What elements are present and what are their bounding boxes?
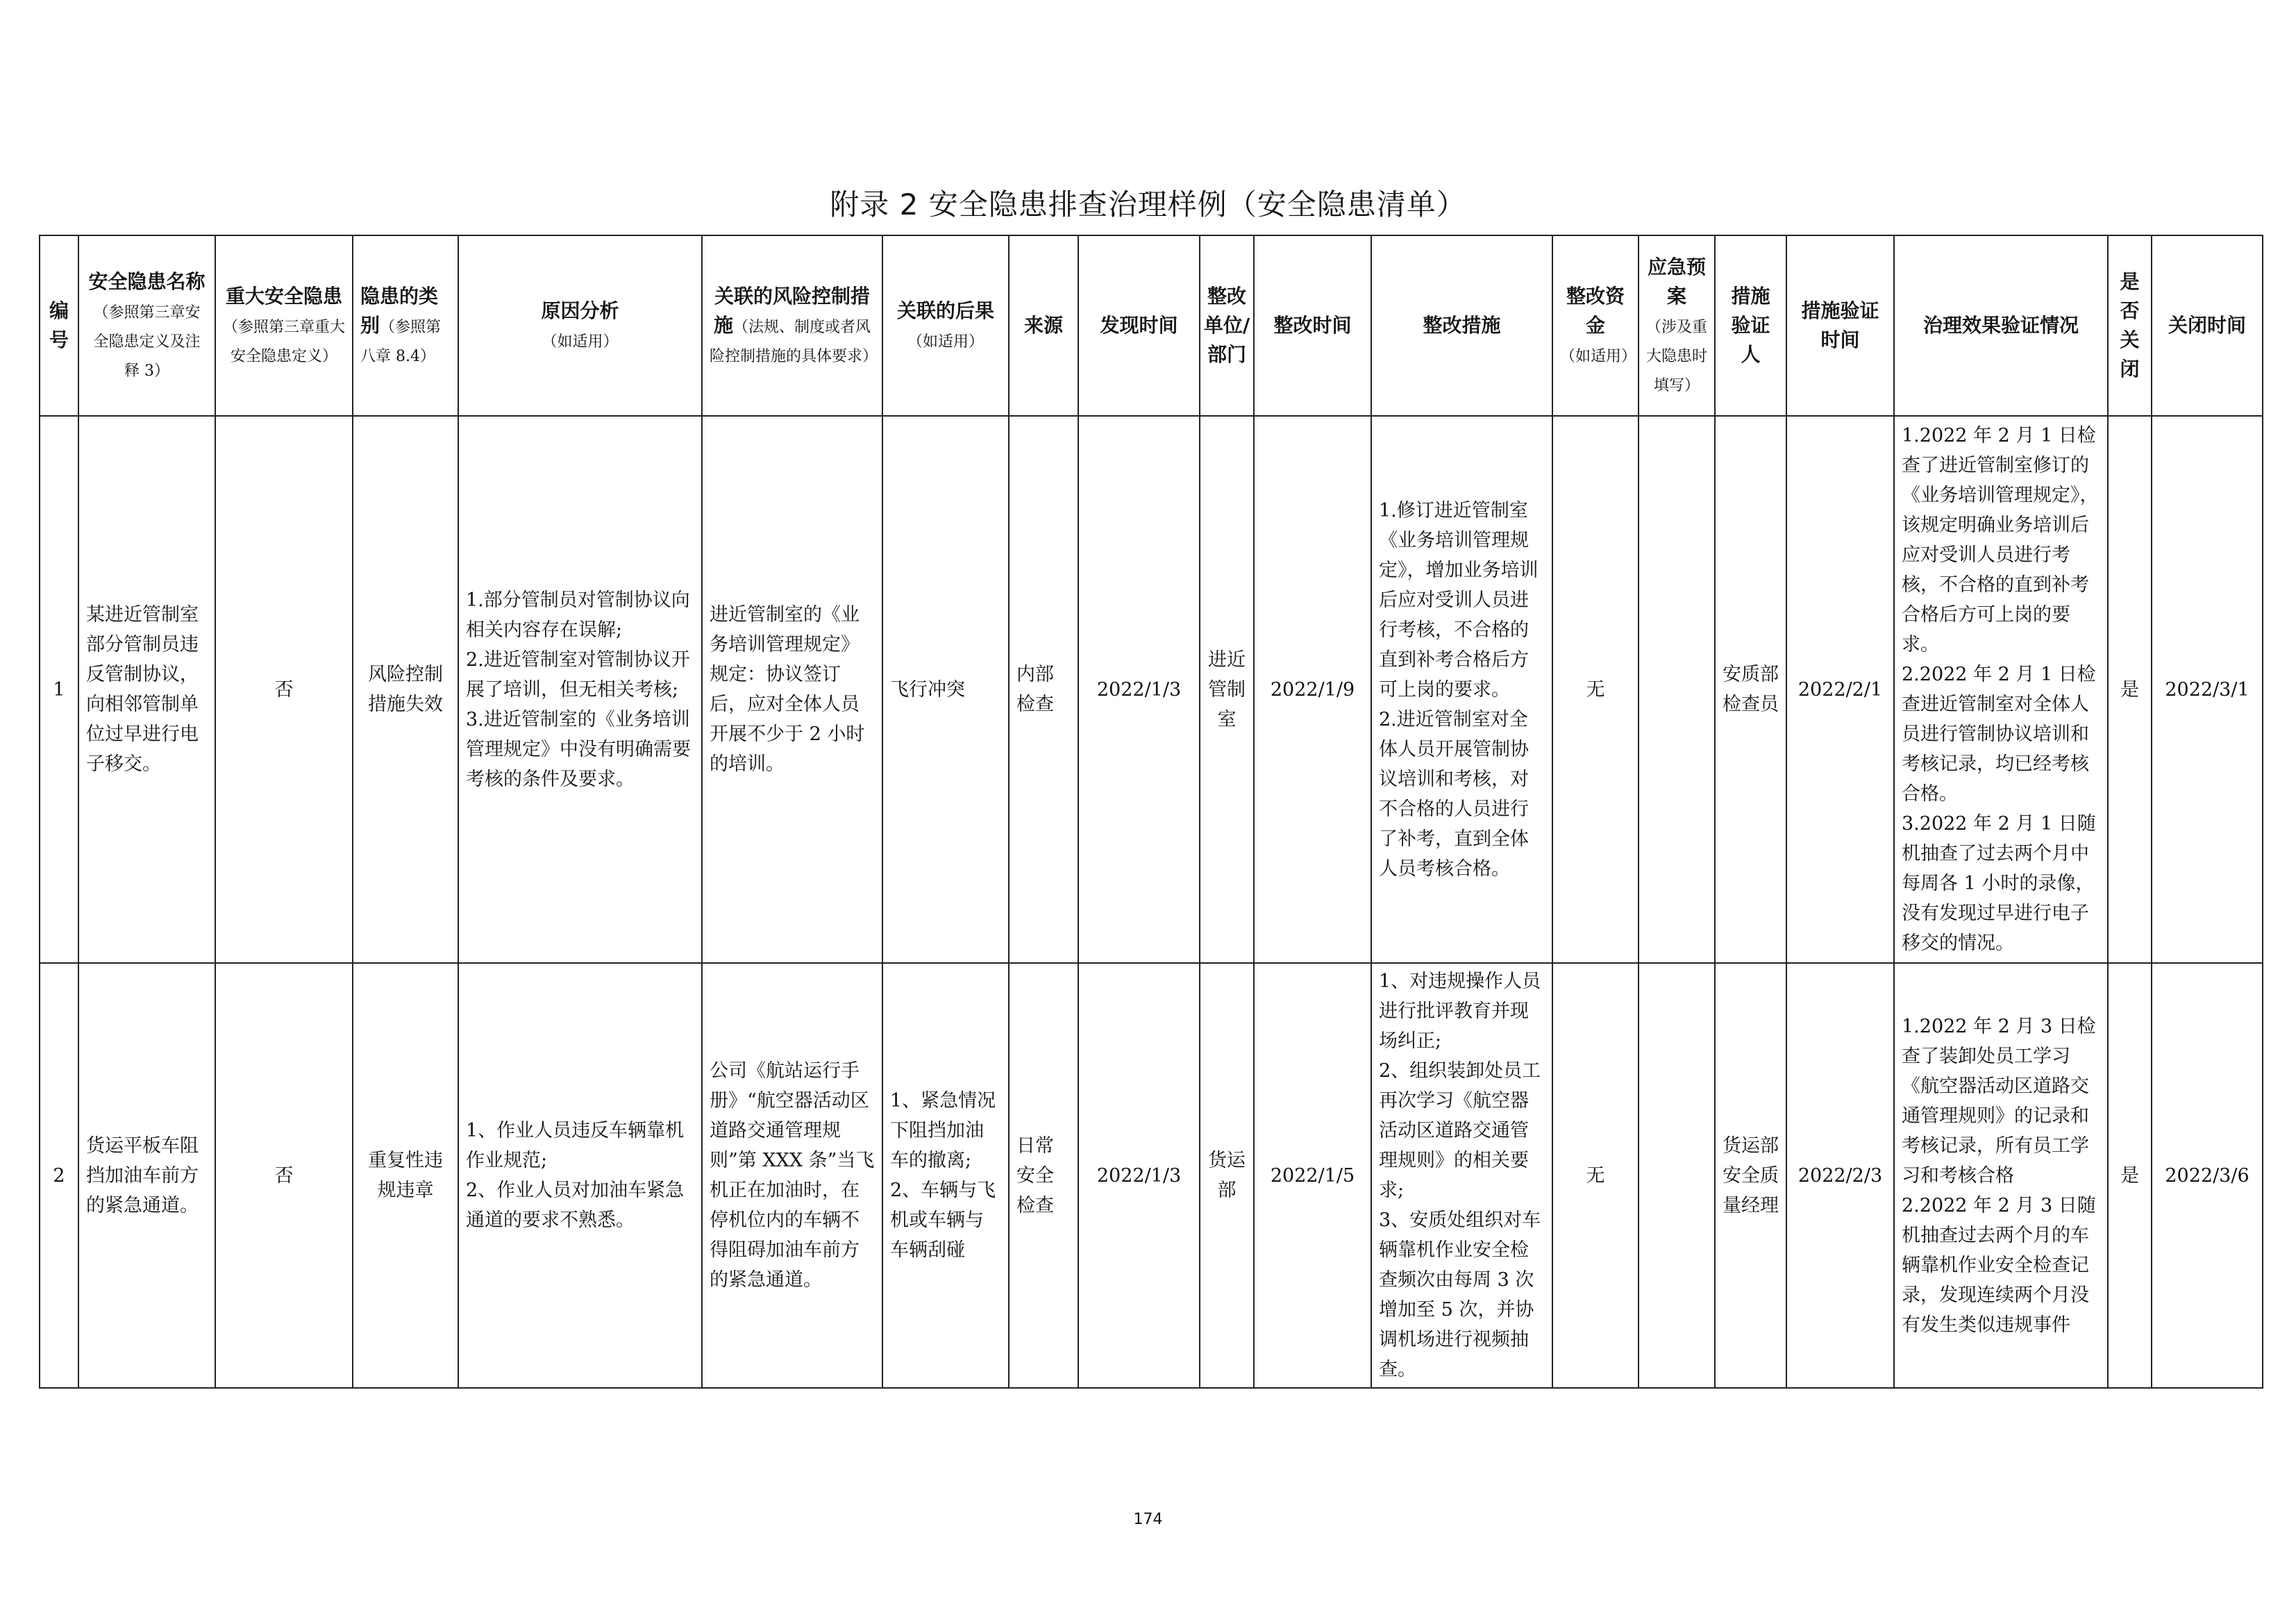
cell-funds: 无 [1552,416,1639,963]
cell-consequence: 1、紧急情况下阻挡加油车的撤离; 2、车辆与飞机或车辆与车辆刮碰 [882,963,1009,1388]
header-closed: 是否关闭 [2108,235,2152,416]
cell-major: 否 [215,963,353,1388]
cell-name: 货运平板车阻挡加油车前方的紧急通道。 [78,963,215,1388]
cell-plan [1639,963,1715,1388]
header-plan: 应急预案 （涉及重大隐患时填写） [1639,235,1715,416]
header-rectify-time: 整改时间 [1254,235,1371,416]
header-effect: 治理效果验证情况 [1894,235,2108,416]
table-row [40,416,2263,963]
cell-plan [1639,416,1715,963]
cell-major: 否 [215,416,353,963]
header-dept: 整改单位/部门 [1200,235,1254,416]
page-title: 附录 2 安全隐患排查治理样例（安全隐患清单） [830,187,1466,221]
header-row [40,235,2263,416]
hazard-list-table [39,235,2263,1389]
cell-effect: 1.2022 年 2 月 1 日检查了进近管制室修订的《业务培训管理规定》，该规定明确业务培训后应对受训人员进行考核，不合格的直到补考合格后方可上岗的要求。 2.2022 年 2 月 1 日检查进近管制室对全体人员进行管制协议培训和考核记录，均已经考核合格。 3.2022 年 2 月 1 日随机抽查了过去两个月中每周各 1 小时的录像，没有发现过早进行电子移交的情况。 [1894,416,2108,963]
header-funds: 整改资金 （如适用） [1552,235,1639,416]
cell-category: 风险控制措施失效 [353,416,458,963]
cell-verifier: 安质部检查员 [1715,416,1786,963]
cell-rectify-time: 2022/1/9 [1254,416,1371,963]
cell-cause: 1.部分管制员对管制协议向相关内容存在误解; 2.进近管制室对管制协议开展了培训，但无相关考核; 3.进近管制室的《业务培训管理规定》中没有明确需要考核的条件及要求。 [458,416,702,963]
cell-closed: 是 [2108,416,2152,963]
cell-effect: 1.2022 年 2 月 3 日检查了装卸处员工学习《航空器活动区道路交通管理规则》的记录和考核记录，所有员工学习和考核合格 2.2022 年 2 月 3 日随机抽查过去两个月的车辆靠机作业安全检查记录，发现连续两个月没有发生类似违规事件 [1894,963,2108,1388]
header-verify-time: 措施验证时间 [1786,235,1894,416]
cell-found-time: 2022/1/3 [1078,416,1200,963]
table-row [40,963,2263,1388]
header-found-time: 发现时间 [1078,235,1200,416]
cell-closed: 是 [2108,963,2152,1388]
cell-funds: 无 [1552,963,1639,1388]
cell-source: 日常安全检查 [1009,963,1078,1388]
header-name: 安全隐患名称 （参照第三章安全隐患定义及注释 3） [78,235,215,416]
cell-verify-time: 2022/2/1 [1786,416,1894,963]
cell-dept: 货运部 [1200,963,1254,1388]
header-risk-control: 关联的风险控制措施（法规、制度或者风险控制措施的具体要求） [702,235,882,416]
header-no: 编号 [40,235,78,416]
cell-verifier: 货运部安全质量经理 [1715,963,1786,1388]
cell-cause: 1、作业人员违反车辆靠机作业规范; 2、作业人员对加油车紧急通道的要求不熟悉。 [458,963,702,1388]
header-category: 隐患的类别（参照第八章 8.4） [353,235,458,416]
cell-dept: 进近管制室 [1200,416,1254,963]
cell-consequence: 飞行冲突 [882,416,1009,963]
cell-verify-time: 2022/2/3 [1786,963,1894,1388]
header-major: 重大安全隐患 （参照第三章重大安全隐患定义） [215,235,353,416]
cell-no: 2 [40,963,78,1388]
cell-source: 内部检查 [1009,416,1078,963]
cell-close-time: 2022/3/1 [2152,416,2263,963]
cell-measures: 1.修订进近管制室《业务培训管理规定》，增加业务培训后应对受训人员进行考核，不合格的直到补考合格后方可上岗的要求。 2.进近管制室对全体人员开展管制协议培训和考核，对不合格的人员进行了补考，直到全体人员考核合格。 [1371,416,1552,963]
cell-category: 重复性违规违章 [353,963,458,1388]
cell-rectify-time: 2022/1/5 [1254,963,1371,1388]
cell-no: 1 [40,416,78,963]
page-number: 174 [1133,1511,1163,1528]
header-source: 来源 [1009,235,1078,416]
header-cause: 原因分析 （如适用） [458,235,702,416]
cell-name: 某进近管制室部分管制员违反管制协议，向相邻管制单位过早进行电子移交。 [78,416,215,963]
cell-found-time: 2022/1/3 [1078,963,1200,1388]
cell-close-time: 2022/3/6 [2152,963,2263,1388]
cell-risk-control: 公司《航站运行手册》“航空器活动区道路交通管理规则”第 XXX 条”当飞机正在加油时，在停机位内的车辆不得阻碍加油车前方的紧急通道。 [702,963,882,1388]
header-verifier: 措施验证人 [1715,235,1786,416]
cell-risk-control: 进近管制室的《业务培训管理规定》规定：协议签订后，应对全体人员开展不少于 2 小时的培训。 [702,416,882,963]
header-consequence: 关联的后果 （如适用） [882,235,1009,416]
cell-measures: 1、对违规操作人员进行批评教育并现场纠正; 2、组织装卸处员工再次学习《航空器活动区道路交通管理规则》的相关要求; 3、安质处组织对车辆靠机作业安全检查频次由每周 3 次增加至 5 次，并协调机场进行视频抽查。 [1371,963,1552,1388]
header-close-time: 关闭时间 [2152,235,2263,416]
header-measures: 整改措施 [1371,235,1552,416]
